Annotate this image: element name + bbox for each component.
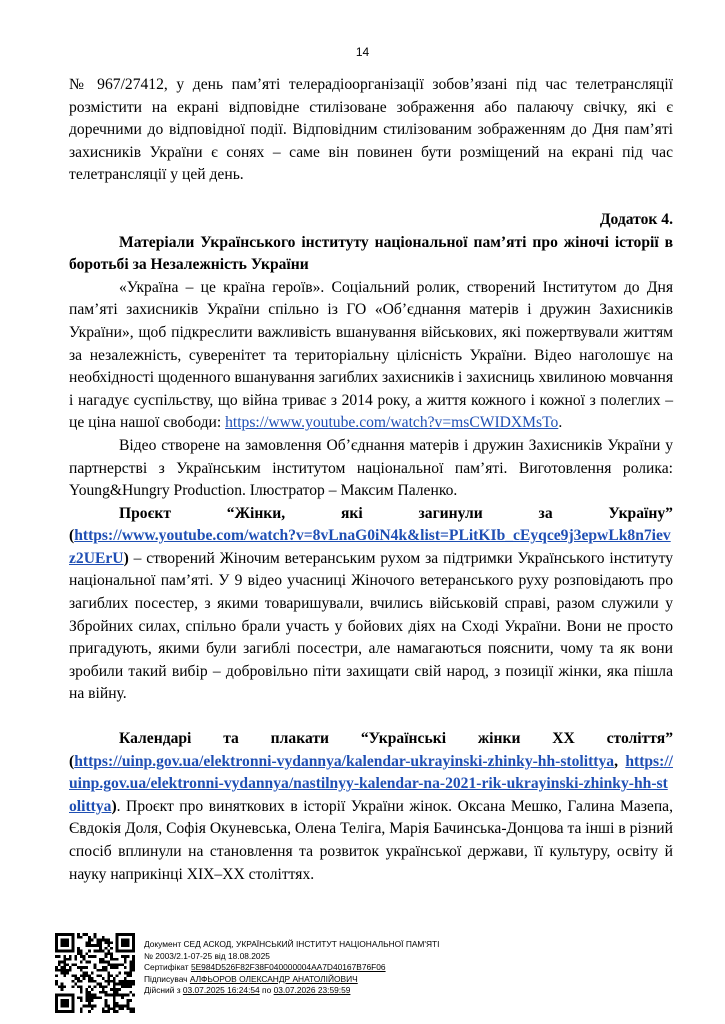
signer-value: АЛФЬОРОВ ОЛЕКСАНДР АНАТОЛІЙОВИЧ bbox=[189, 973, 358, 984]
stamp-line-number: № 2003/2.1-07-25 від 18.08.2025 bbox=[144, 950, 270, 961]
calendar-title-word: жінки bbox=[477, 730, 521, 748]
link-separator: , bbox=[614, 752, 626, 770]
calendar-title-word: та bbox=[223, 730, 239, 748]
calendar-title-word: Календарі bbox=[119, 730, 192, 748]
intro-paragraph: № 967/27412, у день пам’яті телерадіоорганізації зобов’язані під час телетрансляції розмістити на екрані відповідне стилізоване зображення або палаючу свічку, які є доречними до відповідної події. Відповідним стилізованим зображенням до Дня пам’яті захисників України є сонях – саме він повинен бути розміщений на екрані під час телетрансляції у цей день. bbox=[69, 76, 673, 184]
paren-close: ) bbox=[111, 797, 117, 815]
calendar-title-word: “Українські bbox=[360, 730, 447, 748]
paragraph-women-project-text: – створений Жіночим ветеранським рухом за підтримки Українського інституту національної пам’яті. У 9 відео учасниці Жіночого ветеранського руху розповідають про загиблих посестер, з якими товаришували, вчились військовій справі, разом служили у Збройних силах, спільно брали участь у бойових діях на Сході України. Вони не просто пригадують, якими були загиблі посестри, але намагаються пояснити, чому та як вони зробили такий вибір – добровільно піти захищати свій народ, з позиції жінки, яка пішла на війну. bbox=[69, 549, 673, 703]
project-title-line bbox=[69, 503, 673, 526]
paragraph-video-heroes bbox=[69, 277, 673, 435]
project-title-word: Проєкт bbox=[119, 504, 171, 522]
certificate-value: 5E984D526F82F38F040000004AA7D40167B76F06 bbox=[190, 962, 386, 973]
page-number: 14 bbox=[355, 45, 370, 59]
uinp-link-calendar[interactable]: https://uinp.gov.ua/elektronni-vydannya/kalendar-ukrayinski-zhinky-hh-stolittya bbox=[74, 752, 615, 770]
validity-to: 03.07.2026 23:59:59 bbox=[273, 985, 351, 996]
validity-separator: по bbox=[259, 985, 274, 996]
section-heading bbox=[69, 232, 673, 277]
paragraph-calendars-text: . Проєкт про виняткових в історії України жінок. Оксана Мешко, Галина Мазепа, Євдокія Доля, Софія Окуневська, Олена Теліга, Марія Бачинська-Донцова та інші в різний спосіб вплинули на становлення та розвиток української держави, її культуру, освіту й науку наприкінці ХІХ–ХХ століттях. bbox=[69, 797, 673, 883]
youtube-link-playlist[interactable]: https://www.youtube.com/watch?v=8vLnaG0iN4k&list=PLitKIb_cEyqce9j3epwLk8n7ievz2UErU bbox=[69, 527, 671, 567]
paragraph-end-punct: . bbox=[558, 414, 563, 432]
calendar-title-word: ХХ bbox=[552, 730, 575, 748]
certificate-label: Сертифікат bbox=[144, 962, 191, 973]
project-title-word: Україну” bbox=[608, 504, 673, 522]
uinp-link-desk-calendar[interactable]: https://uinp.gov.ua/elektronni-vydannya/nastilnyy-kalendar-na-2021-rik-ukrayinski-zhinky-hh-stolittya bbox=[69, 752, 673, 815]
paragraph-calendars bbox=[69, 751, 673, 887]
validity-from: 03.07.2025 16:24:54 bbox=[182, 985, 260, 996]
stamp-line-validity bbox=[144, 985, 664, 997]
validity-label: Дійсний з bbox=[144, 985, 183, 996]
calendar-title-line bbox=[69, 728, 673, 751]
youtube-link-heroes[interactable]: https://www.youtube.com/watch?v=msCWIDXMsTo bbox=[225, 414, 559, 432]
project-title-word: загинули bbox=[418, 504, 483, 522]
stamp-line-signer bbox=[144, 974, 664, 986]
stamp-line-document: Документ СЕД АСКОД, УКРАЇНСЬКИЙ ІНСТИТУТ НАЦІОНАЛЬНОЇ ПАМ'ЯТІ bbox=[144, 939, 440, 949]
document-body bbox=[69, 74, 673, 886]
section-heading-text: Матеріали Українського інституту національної пам’яті про жіночі історії в боротьбі за Незалежність України bbox=[69, 233, 673, 274]
e-signature-stamp bbox=[144, 939, 664, 997]
project-title-word: які bbox=[340, 504, 363, 522]
calendar-title-word: століття” bbox=[606, 730, 673, 748]
paren-open: ( bbox=[69, 752, 75, 770]
project-title-word: за bbox=[538, 504, 553, 522]
stamp-line-certificate bbox=[144, 962, 664, 974]
paren-close: ) bbox=[123, 549, 129, 567]
addendum-label: Додаток 4. bbox=[599, 210, 673, 228]
paragraph-video-heroes-text: «Україна – це країна героїв». Соціальний ролик, створений Інститутом до Дня пам’яті захисників України спільно із ГО «Об’єднання матерів і дружин Захисників України», щоб підкреслити важливість вшанування військових, які пожертвували життям за незалежність, суверенітет та територіальну цілісність України. Відео наголошує на необхідності щоденного вшанування загиблих захисників і захисниць хвилиною мовчання і нагадує суспільству, що війна триває з 2014 року, а життя кожного і кожної з полеглих – це ціна нашої свободи: bbox=[69, 278, 673, 432]
project-title-word: “Жінки, bbox=[226, 504, 286, 522]
qr-code-icon bbox=[55, 933, 135, 1013]
paren-open: ( bbox=[69, 527, 75, 545]
paragraph-women-project bbox=[69, 525, 673, 706]
signature-footer bbox=[55, 933, 675, 1013]
signer-label: Підписувач bbox=[144, 973, 190, 984]
calendar-title-word: плакати bbox=[270, 730, 329, 748]
paragraph-video-credits: Відео створене на замовлення Об’єднання матерів і дружин Захисників України у партнерстві з Українським інститутом національної пам’яті. Виготовлення ролика: Young&Hungry Production. Ілюстратор – Максим Паленко. bbox=[69, 436, 673, 500]
